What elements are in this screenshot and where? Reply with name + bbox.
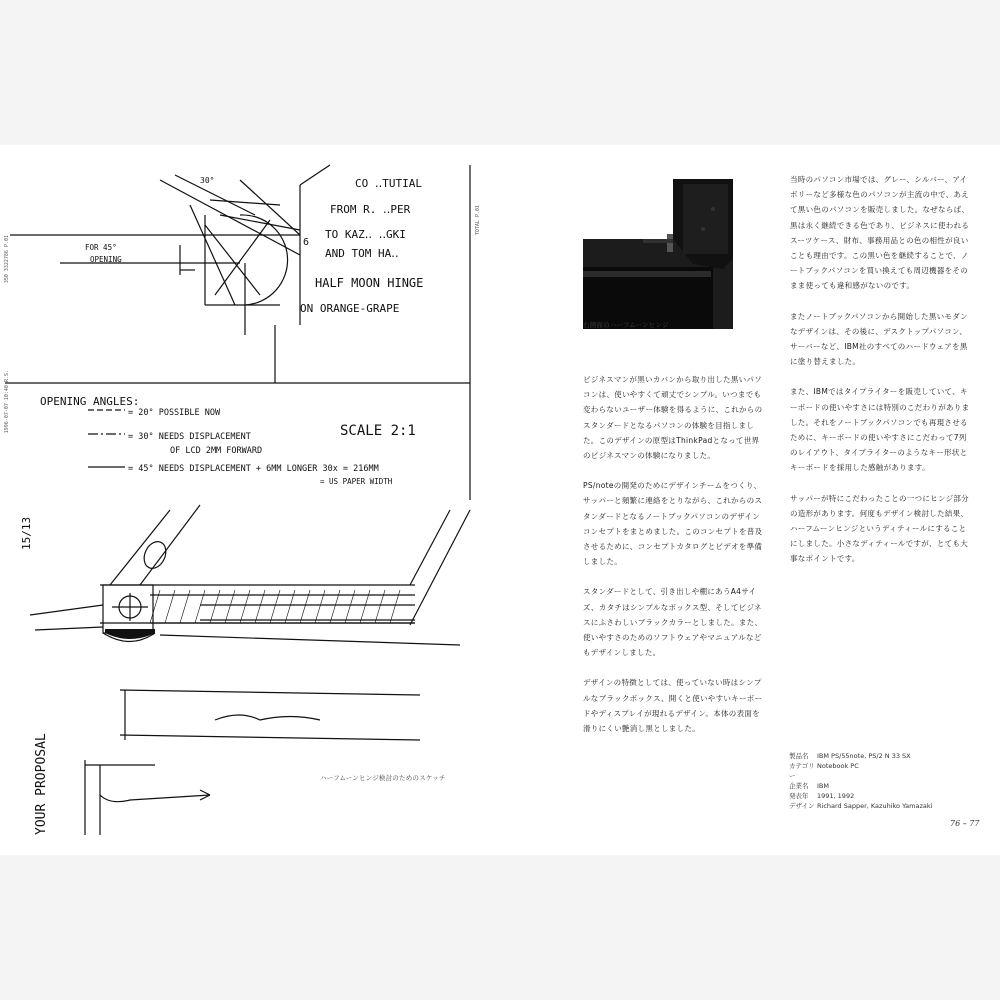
spec-value: Notebook PC: [817, 762, 859, 770]
note-angle-30b: OF LCD 2MM FORWARD: [170, 446, 263, 456]
spec-value: 1991, 1992: [817, 792, 855, 800]
note-on: ON ORANGE-GRAPE: [300, 302, 400, 315]
note-from: FROM R. ‥PER: [330, 203, 411, 216]
paragraph: PS/noteの開発のためにデザインチームをつくり、サッパーと頻繁に連絡をとりながら、これからのスタンダードとなるノートブックパソコンのデザインコンセプトをまとめました。このコンセプトを普及させるために、コンセプトカタログとビデオを準備しました。: [583, 481, 763, 567]
fax-header-left: 350 3322786 P.01: [4, 235, 10, 284]
body-column-2: [790, 172, 972, 582]
note-angle-45b: = US PAPER WIDTH: [320, 477, 393, 486]
note-scale: SCALE 2:1: [340, 423, 416, 439]
paragraph: デザインの特徴としては、使っていない時はシンプルなブラックボックス、開くと使いやすいキーボードやディスプレイが現れるデザイン。本体の表面を滑りにくい艶消し黒としました。: [583, 678, 763, 734]
note-angle-30a: = 30° NEEDS DISPLACEMENT: [128, 432, 251, 442]
spec-key: 企業名: [789, 782, 809, 790]
note-angle-45a: = 45° NEEDS DISPLACEMENT + 6MM LONGER 30x = 216MM: [128, 464, 379, 474]
note-opening: OPENING: [90, 255, 122, 264]
spec-key: 発表年: [789, 792, 809, 800]
note-confidential: CO ‥TUTIAL: [355, 177, 422, 190]
fax-header-right: TOTAL P.01: [475, 205, 481, 236]
spec-value: IBM PS/55note, PS/2 N 33 SX: [817, 752, 911, 760]
hinge-sketch-sheet: [0, 145, 500, 855]
spec-row: [789, 781, 932, 791]
spec-key: デザイン: [789, 802, 815, 810]
note-and: AND TOM HA‥: [325, 247, 399, 260]
note-to: TO KAZ‥ ‥GKI: [325, 228, 406, 241]
note-for45: FOR 45°: [85, 243, 117, 252]
spec-value: Richard Sapper, Kazuhiko Yamazaki: [817, 802, 933, 810]
page-folio: 76 – 77: [950, 819, 980, 828]
note-opening-angles: OPENING ANGLES:: [40, 395, 140, 408]
paragraph: 当時のパソコン市場では、グレー、シルバー、アイボリーなど多様な色のパソコンが主流の中で、あえて黒い色のパソコンを販売しました。なぜならば、黒は永く継続できる色であり、ビジネスに使われるスーツケース、財布、事務用品との色の相性が良いことも理由です。この黒い色を継続することで、ノートブックパソコンを買い換えても周辺機器をそのまま使っても違和感がないのです。: [790, 175, 970, 291]
note-hinge: HALF MOON HINGE: [315, 276, 424, 290]
spec-row: [789, 751, 932, 761]
spec-row: [789, 761, 932, 781]
spec-key: カテゴリー: [789, 762, 815, 780]
paragraph: ビジネスマンが黒いカバンから取り出した黒いパソコンは、使いやすくて頑丈でシンプル。いつまでも変わらないユーザー体験を得るように、これからのスタンダードとなるパソコンの体験を目指しました。このデザインの原型はThinkPadとなって世界のビジネスマンの体験になりました。: [583, 375, 763, 461]
photo-caption: 右側面のハーフムーンヒンジ: [583, 321, 669, 329]
paragraph: スタンダードとして、引き出しや棚にあうA4サイズ、カタチはシンプルなボックス型、そしてビジネスにふさわしいブラックカラーとしました。また、使いやすさのためのソフトウェアやマニュアルなどもデザインしました。: [583, 587, 763, 658]
fax-header-mid: 1996-07-07 10:40 R.S.: [4, 370, 10, 434]
note-page-fraction: 15/13: [20, 516, 33, 550]
body-column-1: [583, 372, 765, 751]
note-dim6: 6: [303, 237, 310, 248]
note-angle-20: = 20° POSSIBLE NOW: [128, 408, 221, 418]
note-your-proposal: YOUR PROPOSAL: [34, 733, 49, 835]
sketch-caption: ハーフムーンヒンジ検討のためのスケッチ: [320, 774, 446, 782]
spec-row: [789, 801, 932, 811]
paragraph: サッパーが特にこだわったことの一つにヒンジ部分の造形があります。何度もデザイン検討した結果、ハーフムーンヒンジというディティールにすることにしました。小さなディティールですが、とても大事なポイントです。: [790, 493, 969, 564]
spec-row: [789, 791, 932, 801]
product-specs: [789, 751, 932, 811]
spec-value: IBM: [817, 782, 829, 790]
spec-key: 製品名: [789, 752, 809, 760]
note-30deg: 30°: [200, 176, 215, 185]
paragraph: またノートブックパソコンから開始した黒いモダンなデザインは、その後に、デスクトップパソコン、サーバーなど、IBM社のすべてのハードウェアを黒に塗り替えました。: [790, 311, 968, 367]
book-spread: [0, 145, 1000, 855]
paragraph: また、IBMではタイプライターを販売していて、キーボードの使いやすさには特別のこだわりがありました。それをノートブックパソコンでも再現させるために、キーボードの使いやすさにこだわって7列のレイアウト、タイプライターのようなキー形状とキーボードを採用した感触があります。: [790, 387, 970, 473]
